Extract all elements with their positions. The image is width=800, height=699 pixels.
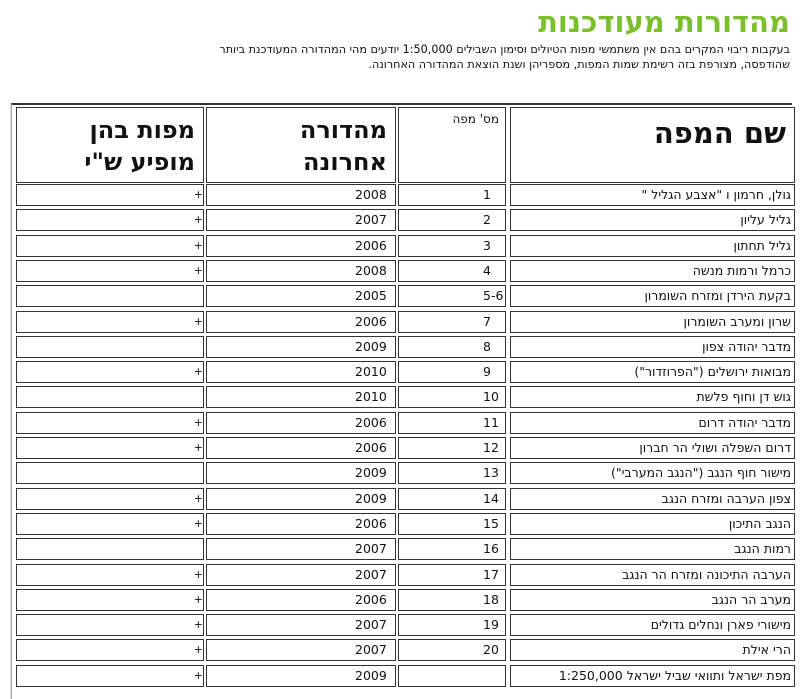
last-edition-cell: 2010 <box>206 386 396 408</box>
header-map-number: מס' מפה <box>398 107 506 183</box>
map-number-cell: 13 <box>398 462 506 484</box>
table-row <box>12 336 799 358</box>
map-number-cell: 11 <box>398 412 506 434</box>
last-edition-cell: 2007 <box>206 614 396 636</box>
map-number-cell: 10 <box>398 386 506 408</box>
israel-trail-cell: + <box>16 564 204 586</box>
israel-trail-cell: + <box>16 361 204 383</box>
map-number-cell: 2 <box>398 209 506 231</box>
intro-line-2: שהודפסה, מצורפת בזה רשימת שמות המפות, מספריהן ושנת הוצאת המהדורה האחרונה. <box>368 57 790 71</box>
map-name-cell: הערבה התיכונה ומזרח הר הנגב <box>510 564 795 586</box>
map-name-cell: מישורי פארן ונחלים גדולים <box>510 614 795 636</box>
last-edition-cell: 2006 <box>206 235 396 257</box>
map-number-cell: 8 <box>398 336 506 358</box>
map-name-cell: הנגב התיכון <box>510 513 795 535</box>
table-row <box>12 386 799 408</box>
israel-trail-cell: + <box>16 488 204 510</box>
header-last-edition <box>206 107 396 183</box>
map-name-cell: שרון ומערב השומרון <box>510 311 795 333</box>
table-row <box>12 260 799 282</box>
table-row <box>12 488 799 510</box>
israel-trail-cell: + <box>16 589 204 611</box>
table-row <box>12 209 799 231</box>
israel-trail-cell <box>16 336 204 358</box>
map-name-cell: גליל תחתון <box>510 235 795 257</box>
last-edition-cell: 2009 <box>206 336 396 358</box>
last-edition-cell: 2006 <box>206 513 396 535</box>
header-israel-trail-maps <box>16 107 204 183</box>
last-edition-cell: 2007 <box>206 209 396 231</box>
map-number-cell: 15 <box>398 513 506 535</box>
table-row <box>12 311 799 333</box>
map-number-cell: 18 <box>398 589 506 611</box>
map-name-cell: מבואות ירושלים ("הפרוזדור") <box>510 361 795 383</box>
map-number-cell: 7 <box>398 311 506 333</box>
map-name-cell: מדבר יהודה דרום <box>510 412 795 434</box>
last-edition-cell: 2005 <box>206 285 396 307</box>
last-edition-cell: 2006 <box>206 311 396 333</box>
header-israel-trail-line1: מפות בהן <box>89 116 195 144</box>
table-row <box>12 589 799 611</box>
table-row <box>12 513 799 535</box>
map-number-cell: 17 <box>398 564 506 586</box>
israel-trail-cell <box>16 462 204 484</box>
page-title: מהדורות מעודכנות <box>538 5 790 39</box>
table-row <box>12 184 799 206</box>
israel-trail-cell: + <box>16 209 204 231</box>
israel-trail-cell: + <box>16 311 204 333</box>
map-name-cell: צפון הערבה ומזרח הנגב <box>510 488 795 510</box>
map-name-cell: רמות הנגב <box>510 538 795 560</box>
last-edition-cell: 2007 <box>206 538 396 560</box>
table-row <box>12 285 799 307</box>
table-row <box>12 639 799 661</box>
last-edition-cell: 2009 <box>206 488 396 510</box>
intro-paragraph <box>10 43 790 72</box>
header-israel-trail-line2: מופיע ש"י <box>84 148 195 176</box>
map-name-cell: בקעת הירדן ומזרח השומרון <box>510 285 795 307</box>
map-number-cell: 14 <box>398 488 506 510</box>
israel-trail-cell: + <box>16 235 204 257</box>
header-last-edition-line1: מהדורה <box>299 116 387 144</box>
map-name-cell: מערב הר הנגב <box>510 589 795 611</box>
map-number-cell: 12 <box>398 437 506 459</box>
table-row <box>12 437 799 459</box>
intro-line-1: בעקבות ריבוי המקרים בהם אין משתמשי מפות הטיולים וסימון השבילים 1:50,000 יודעים מהי המהדורה המעודכנת ביותר <box>219 43 790 56</box>
table-row <box>12 235 799 257</box>
map-name-cell: דרום השפלה ושולי הר חברון <box>510 437 795 459</box>
table-row <box>12 538 799 560</box>
map-number-cell: 3 <box>398 235 506 257</box>
israel-trail-cell: + <box>16 184 204 206</box>
map-number-cell: 9 <box>398 361 506 383</box>
map-name-cell: גליל עליון <box>510 209 795 231</box>
map-number-cell: 16 <box>398 538 506 560</box>
last-edition-cell: 2010 <box>206 361 396 383</box>
map-name-cell: כרמל ורמות מנשה <box>510 260 795 282</box>
map-name-cell: מפת ישראל ותוואי שביל ישראל 1:250,000 <box>510 665 795 687</box>
israel-trail-cell: + <box>16 614 204 636</box>
table-row <box>12 361 799 383</box>
map-number-cell <box>398 665 506 687</box>
israel-trail-cell: + <box>16 513 204 535</box>
map-number-cell: 5-6 <box>398 285 506 307</box>
map-number-cell: 20 <box>398 639 506 661</box>
map-name-cell: הרי אילת <box>510 639 795 661</box>
maps-table <box>11 103 792 699</box>
table-row <box>12 665 799 687</box>
header-map-name: שם המפה <box>510 107 795 183</box>
israel-trail-cell <box>16 285 204 307</box>
map-name-cell: גולן, חרמון ו "אצבע הגליל " <box>510 184 795 206</box>
israel-trail-cell: + <box>16 639 204 661</box>
last-edition-cell: 2007 <box>206 639 396 661</box>
map-number-cell: 4 <box>398 260 506 282</box>
table-row <box>12 462 799 484</box>
last-edition-cell: 2008 <box>206 260 396 282</box>
map-name-cell: מישור חוף הנגב ("הנגב המערבי") <box>510 462 795 484</box>
table-row <box>12 564 799 586</box>
israel-trail-cell: + <box>16 260 204 282</box>
israel-trail-cell: + <box>16 412 204 434</box>
header-last-edition-line2: אחרונה <box>302 148 387 176</box>
last-edition-cell: 2009 <box>206 462 396 484</box>
last-edition-cell: 2006 <box>206 589 396 611</box>
table-row <box>12 412 799 434</box>
map-number-cell: 1 <box>398 184 506 206</box>
last-edition-cell: 2006 <box>206 437 396 459</box>
table-row <box>12 614 799 636</box>
israel-trail-cell: + <box>16 437 204 459</box>
map-name-cell: גוש דן וחוף פלשת <box>510 386 795 408</box>
last-edition-cell: 2007 <box>206 564 396 586</box>
last-edition-cell: 2009 <box>206 665 396 687</box>
last-edition-cell: 2008 <box>206 184 396 206</box>
israel-trail-cell: + <box>16 665 204 687</box>
map-number-cell: 19 <box>398 614 506 636</box>
last-edition-cell: 2006 <box>206 412 396 434</box>
map-name-cell: מדבר יהודה צפון <box>510 336 795 358</box>
israel-trail-cell <box>16 386 204 408</box>
israel-trail-cell <box>16 538 204 560</box>
